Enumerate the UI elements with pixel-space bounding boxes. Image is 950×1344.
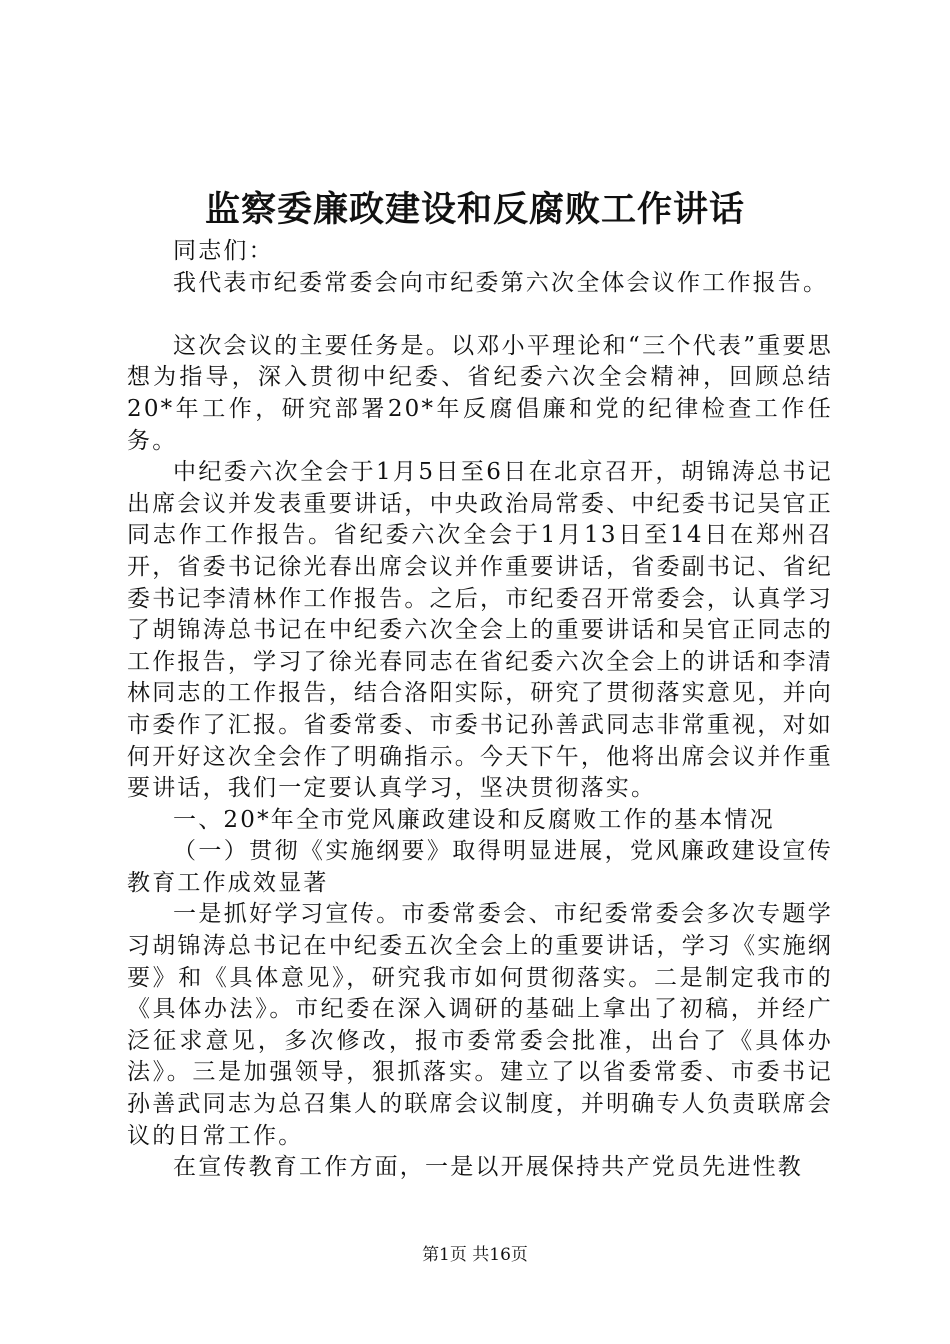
section-heading: 一、20*年全市党风廉政建设和反腐败工作的基本情况 [173, 806, 775, 833]
body-paragraph: 这次会议的主要任务是。以邓小平理论和“三个代表”重要思想为指导，深入贯彻中纪委、省纪委六次全会精神，回顾总结20*年工作，研究部署20*年反腐倡廉和党的纪律检查工作任务。 [127, 332, 833, 454]
body-paragraph: 在宣传教育工作方面，一是以开展保持共产党员先进性教 [173, 1154, 803, 1181]
opening-paragraph: 我代表市纪委常委会向市纪委第六次全体会议作工作报告。 [173, 269, 829, 296]
document-title: 监察委廉政建设和反腐败工作讲话 [204, 189, 745, 230]
body-paragraph: 一是抓好学习宣传。市委常委会、市纪委常委会多次专题学习胡锦涛总书记在中纪委五次全会上的重要讲话，学习《实施纲要》和《具体意见》，研究我市如何贯彻落实。二是制定我市的《具体办法》。市纪委在深入调研的基础上拿出了初稿，并经广泛征求意见，多次修改，报市委常委会批准，出台了《具体办法》。三是加强领导，狠抓落实。建立了以省委常委、市委书记孙善武同志为总召集人的联席会议制度，并明确专人负责联席会议的日常工作。 [127, 901, 833, 1149]
body-paragraph: 中纪委六次全会于1月5日至6日在北京召开，胡锦涛总书记出席会议并发表重要讲话，中央政治局常委、中纪委书记吴官正同志作工作报告。省纪委六次全会于1月13日至14日在郑州召开，省委书记徐光春出席会议并作重要讲话，省委副书记、省纪委书记李清林作工作报告。之后，市纪委召开常委会，认真学习了胡锦涛总书记在中纪委六次全会上的重要讲话和吴官正同志的工作报告，学习了徐光春同志在省纪委六次全会上的讲话和李清林同志的工作报告，结合洛阳实际，研究了贯彻落实意见，并向市委作了汇报。省委常委、市委书记孙善武同志非常重视，对如何开好这次全会作了明确指示。今天下午，他将出席会议并作重要讲话，我们一定要认真学习，坚决贯彻落实。 [127, 459, 833, 802]
document-body [127, 236, 833, 1184]
page-number-footer: 第1页 共16页 [422, 1245, 528, 1265]
subsection-heading: （一）贯彻《实施纲要》取得明显进展，党风廉政建设宣传教育工作成效显著 [127, 838, 833, 896]
salutation-paragraph: 同志们： [173, 238, 274, 264]
